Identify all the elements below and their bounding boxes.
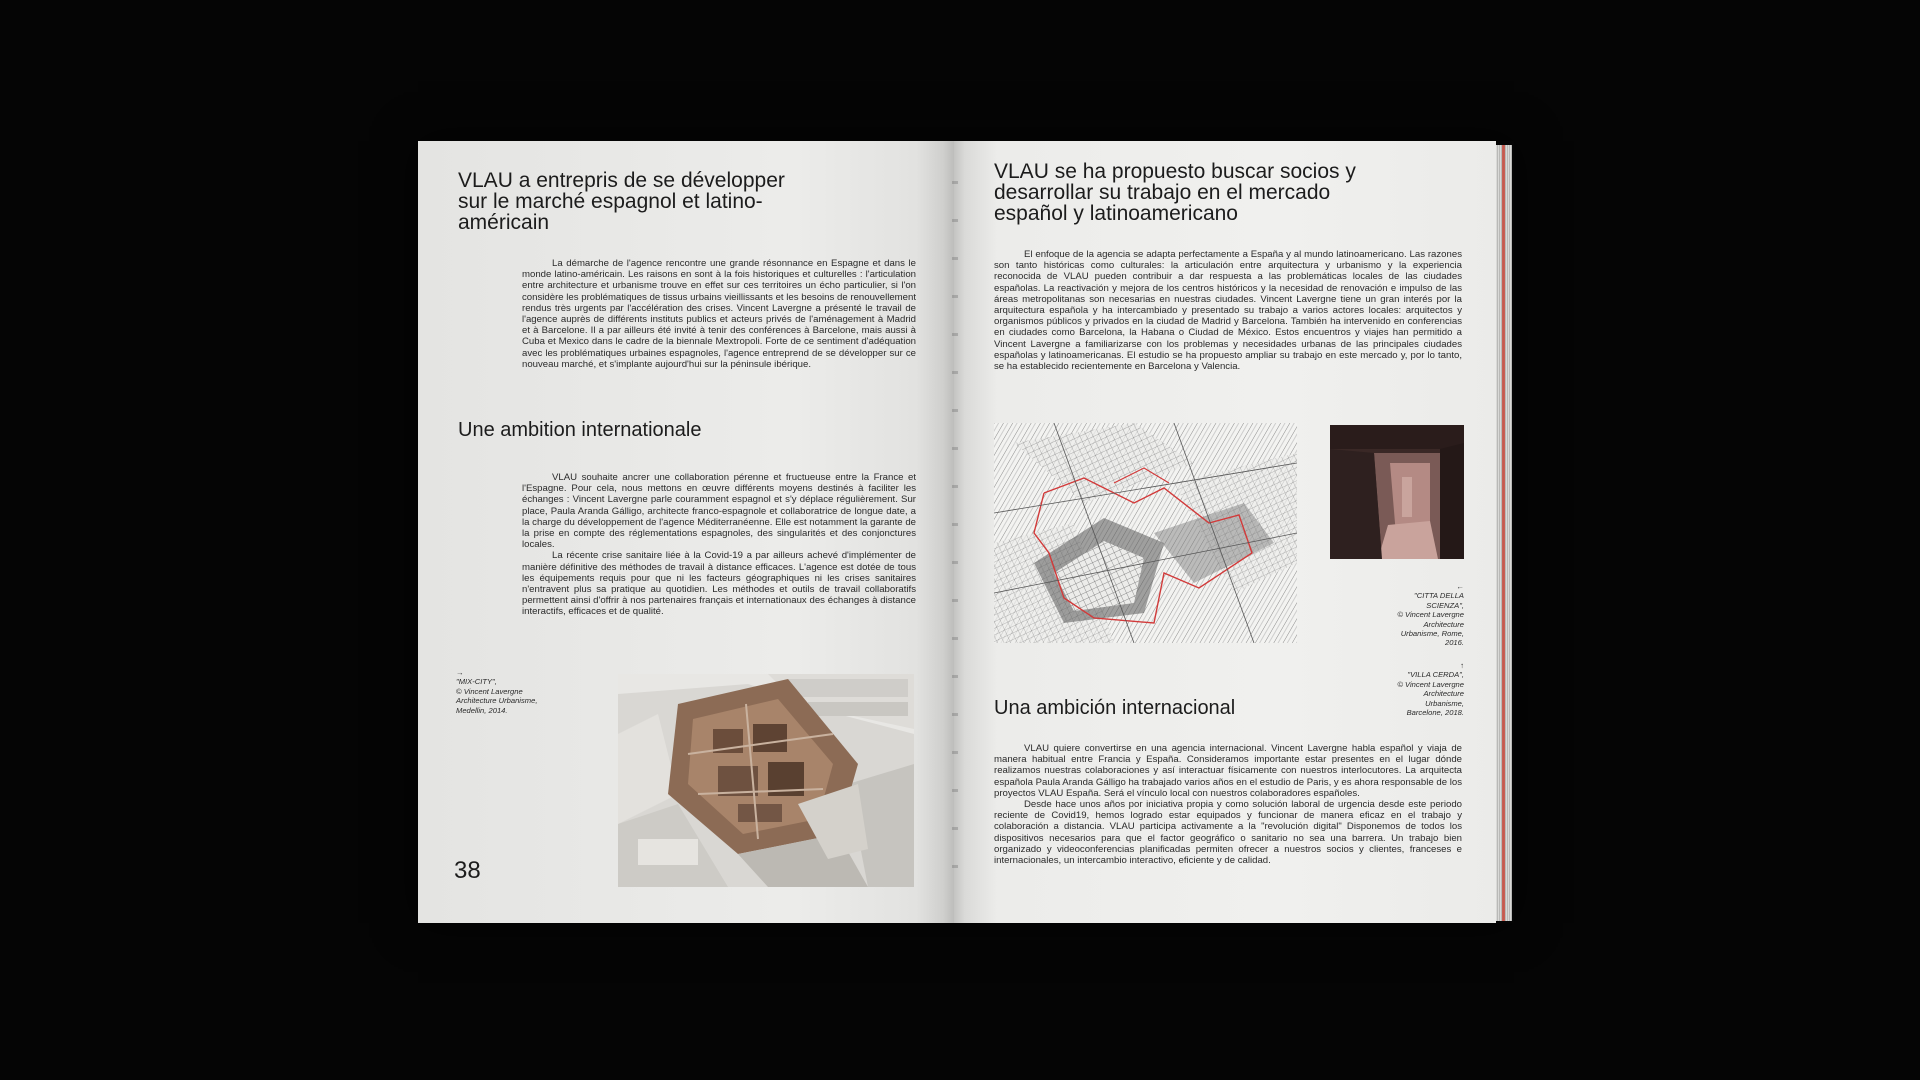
- left-page-title: VLAU a entrepris de se développer sur le marché espagnol et latino-américain: [458, 169, 785, 234]
- caption-line: Architecture: [1423, 619, 1464, 629]
- left-section-paragraph-2: La récente crise sanitaire liée à la Covid-19 a par ailleurs achevé d'implémenter de manière définitive des méthodes de travail à distance efficaces. L'agence est dotée de tous les équipements requis pour que ni les facteurs géographiques ni les crises sanitaires n'entravent plus sa pratique au quotidien. Les méthodes et outils de travail collaboratifs permettent ainsi d'offrir à nos partenaires français et internationaux des échanges à distance interactifs, efficaces et de qualité.: [522, 550, 916, 618]
- caption-line: Urbanisme,: [1425, 698, 1464, 708]
- left-intro-paragraph: La démarche de l'agence rencontre une grande résonnance en Espagne et dans le monde latino-américain. Les raisons en sont à la fois historiques et culturelles : l'articulation entre architecture et urbanisme trouve en effet sur ces territoires un écho particulier, si l'on considère les problématiques de tissus urbains vieillissants et les besoins de renouvellement rendus très urgents par l'accélération des crises. Vincent Lavergne a présenté le travail de l'agence auprès de différents instituts publics et acteurs privés de l'aménagement à Madrid et à Barcelone. Il a par ailleurs été invité à tenir des conférences à Barcelone, mais aussi à Cuba et Mexico dans le cadre de la biennale Mextropoli. Forte de ce sentiment d'adéquation avec les problématiques urbaines espagnoles, l'agence entreprend de se développer sur ce nouveau marché, et s'implante aujourd'hui sur la péninsule ibérique.: [522, 258, 916, 370]
- mix-city-aerial-image: [618, 674, 914, 887]
- caption-line: SCIENZA",: [1426, 600, 1464, 610]
- caption-line: © Vincent Lavergne: [1397, 610, 1464, 620]
- page-edge-red-sheets: [1502, 145, 1505, 921]
- left-intro-text: [522, 258, 916, 370]
- caption-line: © Vincent Lavergne: [456, 686, 523, 696]
- caption-line: Architecture: [1423, 689, 1464, 699]
- caption-line: Barcelone, 2018.: [1406, 708, 1464, 718]
- caption-line: Architecture Urbanisme,: [456, 696, 538, 706]
- binding-staples: [952, 181, 958, 901]
- villa-cerda-drawing: [994, 423, 1297, 643]
- caption-line: "CITTA DELLA: [1414, 591, 1464, 601]
- left-page: [418, 141, 954, 923]
- left-section-text: [522, 472, 916, 618]
- caption-line: Medellin, 2014.: [456, 705, 508, 715]
- citta-della-scienza-photo: [1330, 425, 1464, 559]
- caption-arrow-up: ↑: [1460, 661, 1464, 670]
- mix-city-caption: [456, 668, 576, 715]
- magazine-spread: [418, 141, 1514, 923]
- page-edges: [1496, 145, 1512, 921]
- right-section-text: [994, 743, 1462, 866]
- right-section-heading: Una ambición internacional: [994, 697, 1236, 719]
- caption-line: "VILLA CERDA",: [1407, 670, 1464, 680]
- right-section-paragraph-1: VLAU quiere convertirse en una agencia internacional. Vincent Lavergne habla español y viaja de manera habitual entre Francia y España. Consideramos importante estar presentes en el lugar dónde realizamos nuestras colaboraciones y así interactuar físicamente con nuestros interlocutores. La arquitecta española Paula Aranda Gálligo ha trabajado varios años en el estudio de Paris, y es ahora responsable de los proyectos VLAU España. Será el vínculo local con nuestros colaboradores españoles.: [994, 743, 1462, 799]
- right-section-paragraph-2: Desde hace unos años por iniciativa propia y como solución laboral de urgencia desde este periodo reciente de Covid19, hemos logrado estar equipados y funcionar de manera eficaz en el trabajo y colaboración a distancia. VLAU participa activamente a la "revolución digital" Disponemos de todos los dispositivos necesarios para que el factor geográfico o sanitario no sea una barrera. Un trabajo bien organizado y videoconferencias planificadas permiten ofrecer a nuestros socios y clientes, franceses e internacionales, un intercambio interactivo, eficiente y de calidad.: [994, 799, 1462, 867]
- citta-della-scienza-caption: [1344, 582, 1464, 648]
- left-section-heading: Une ambition internationale: [458, 419, 702, 441]
- caption-arrow-right: →: [456, 668, 464, 677]
- caption-line: 2016.: [1444, 638, 1464, 648]
- left-section-paragraph-1: VLAU souhaite ancrer une collaboration pérenne et fructueuse entre la France et l'Espagne. Pour cela, nous mettons en œuvre différents moyens destinés à faciliter les échanges : Vincent Lavergne parle couramment espagnol et s'y déplace régulièrement. Sur place, Paula Aranda Gálligo, architecte franco-espagnole et collaboratrice de longue date, a la charge du développement de l'agence Méditerranéenne. Elle est notamment la garante de la prise en compte des réglementations espagnoles, des singularités et des conjonctures locales.: [522, 472, 916, 551]
- page-number: 38: [454, 857, 481, 884]
- caption-line: "MIX-CITY",: [456, 677, 497, 687]
- right-intro-paragraph: El enfoque de la agencia se adapta perfectamente a España y al mundo latinoamericano. Las razones son tanto históricas como culturales: la articulación entre arquitectura y urbanismo y la experiencia reconocida de VLAU pueden contribuir a dar respuesta a las problemáticas locales de las ciudades españolas. La reactivación y mejora de los centros históricos y la necesidad de renovación e impulso de las áreas metropolitanas son necesarias en nuestras ciudades. Vincent Lavergne tiene un gran interés por la arquitectura española y ha intercambiado y presentado su trabajo a varios actores locales: arquitectos y organismos públicos y privados en la ciudad de Madrid y Barcelona. También ha intervenido en conferencias en ciudades como Barcelona, la Habana o Ciudad de México. Estos encuentros y viajes han permitido a Vincent Lavergne a familiarizarse con los problemas y necesidades urbanas de las principales ciudades españolas y latinoamericanas. El estudio se ha propuesto ampliar su trabajo en este mercado y, por lo tanto, se ha establecido recientemente en Barcelona y Valencia.: [994, 249, 1462, 373]
- caption-line: Urbanisme, Rome,: [1400, 629, 1464, 639]
- caption-line: © Vincent Lavergne: [1397, 679, 1464, 689]
- caption-arrow-left: ←: [1456, 582, 1464, 591]
- right-page: [954, 141, 1496, 923]
- right-page-title: VLAU se ha propuesto buscar socios y desarrollar su trabajo en el mercado español y latinoamericano: [994, 160, 1356, 225]
- villa-cerda-caption: [1344, 661, 1464, 717]
- right-intro-text: [994, 249, 1462, 372]
